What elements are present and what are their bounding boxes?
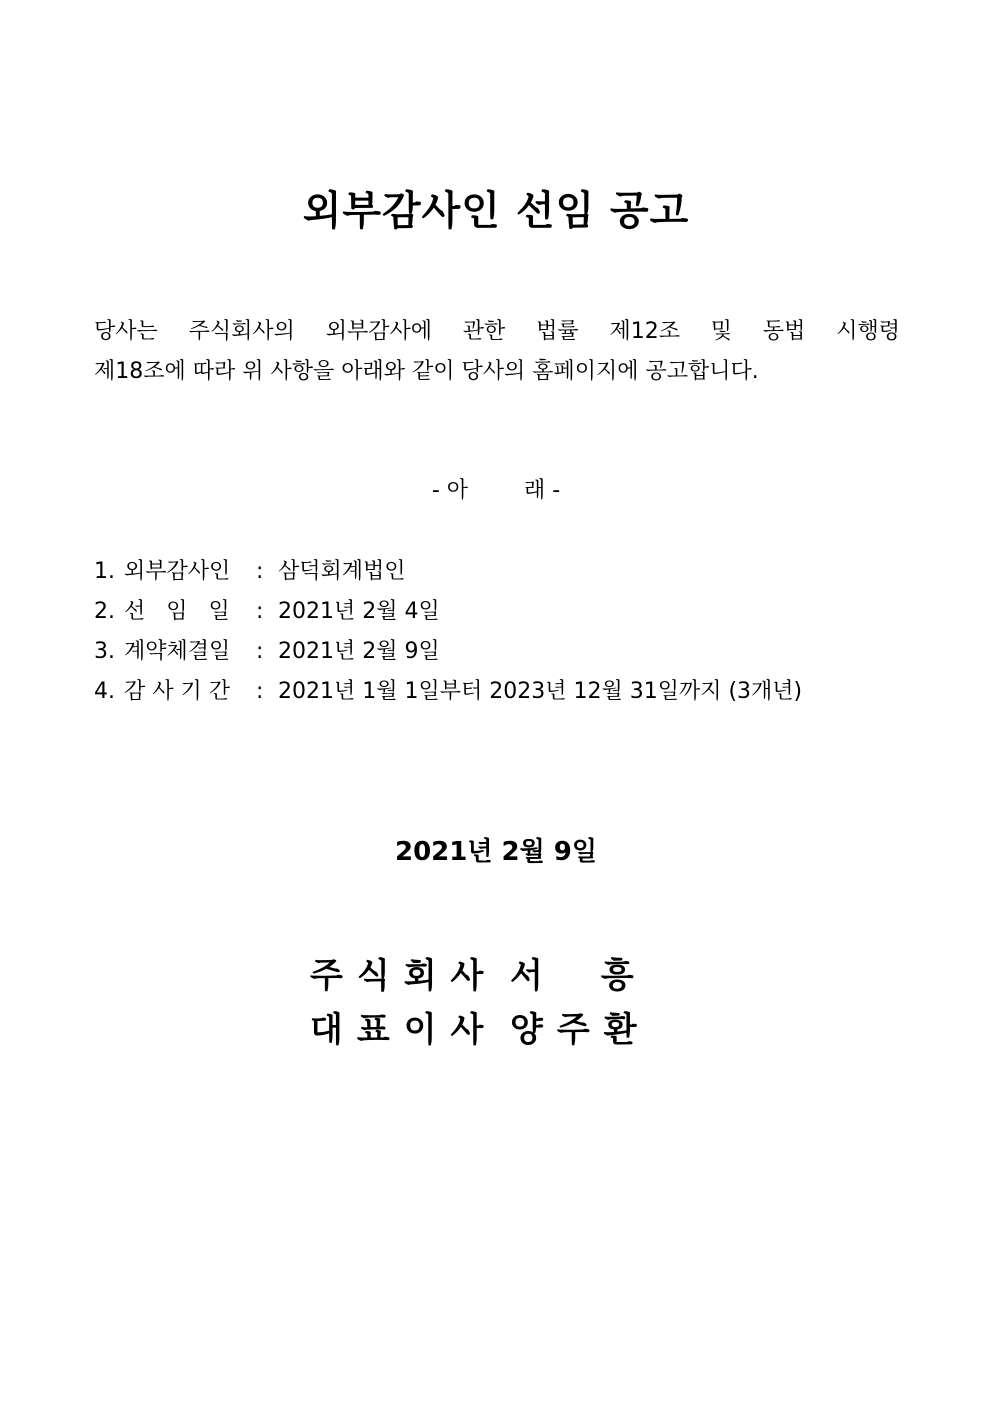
list-item: [94, 554, 914, 594]
list-item: [94, 594, 914, 634]
item-label: 선 임 일: [124, 599, 230, 624]
notice-title: 외부감사인 선임 공고: [302, 188, 690, 234]
item-number: 3.: [94, 639, 115, 664]
item-colon: :: [256, 599, 264, 624]
item-label: 감 사 기 간: [124, 679, 230, 704]
ceo-label: 대표이사: [310, 1010, 498, 1050]
item-label: 외부감사인: [124, 559, 231, 584]
section-separator: - 아 래 -: [431, 478, 561, 503]
item-number: 2.: [94, 599, 115, 624]
item-number: 1.: [94, 559, 115, 584]
intro-line: 당사는 주식회사의 외부감사에 관한 법률 제12조 및 동법 시행령: [94, 319, 900, 344]
item-colon: :: [256, 679, 264, 704]
notice-date: 2021년 2월 9일: [395, 837, 597, 867]
notice-items: [94, 554, 914, 714]
intro-line: 제18조에 따라 위 사항을 아래와 같이 당사의 홈페이지에 공고합니다.: [94, 359, 759, 384]
list-item: [94, 674, 914, 714]
item-value: 삼덕회계법인: [278, 559, 406, 584]
notice-intro: [94, 312, 900, 392]
item-value: 2021년 2월 4일: [278, 599, 440, 624]
item-colon: :: [256, 559, 264, 584]
company-name: 서흥: [510, 956, 692, 996]
list-item: [94, 634, 914, 674]
ceo-signature: [310, 1006, 690, 1054]
ceo-name: 양주환: [510, 1010, 651, 1050]
item-label: 계약체결일: [124, 639, 231, 664]
item-value: 2021년 2월 9일: [278, 639, 440, 664]
item-number: 4.: [94, 679, 115, 704]
company-signature: [310, 952, 690, 1000]
item-value: 2021년 1월 1일부터 2023년 12월 31일까지 (3개년): [278, 679, 803, 704]
company-label: 주식회사: [310, 956, 498, 996]
item-colon: :: [256, 639, 264, 664]
